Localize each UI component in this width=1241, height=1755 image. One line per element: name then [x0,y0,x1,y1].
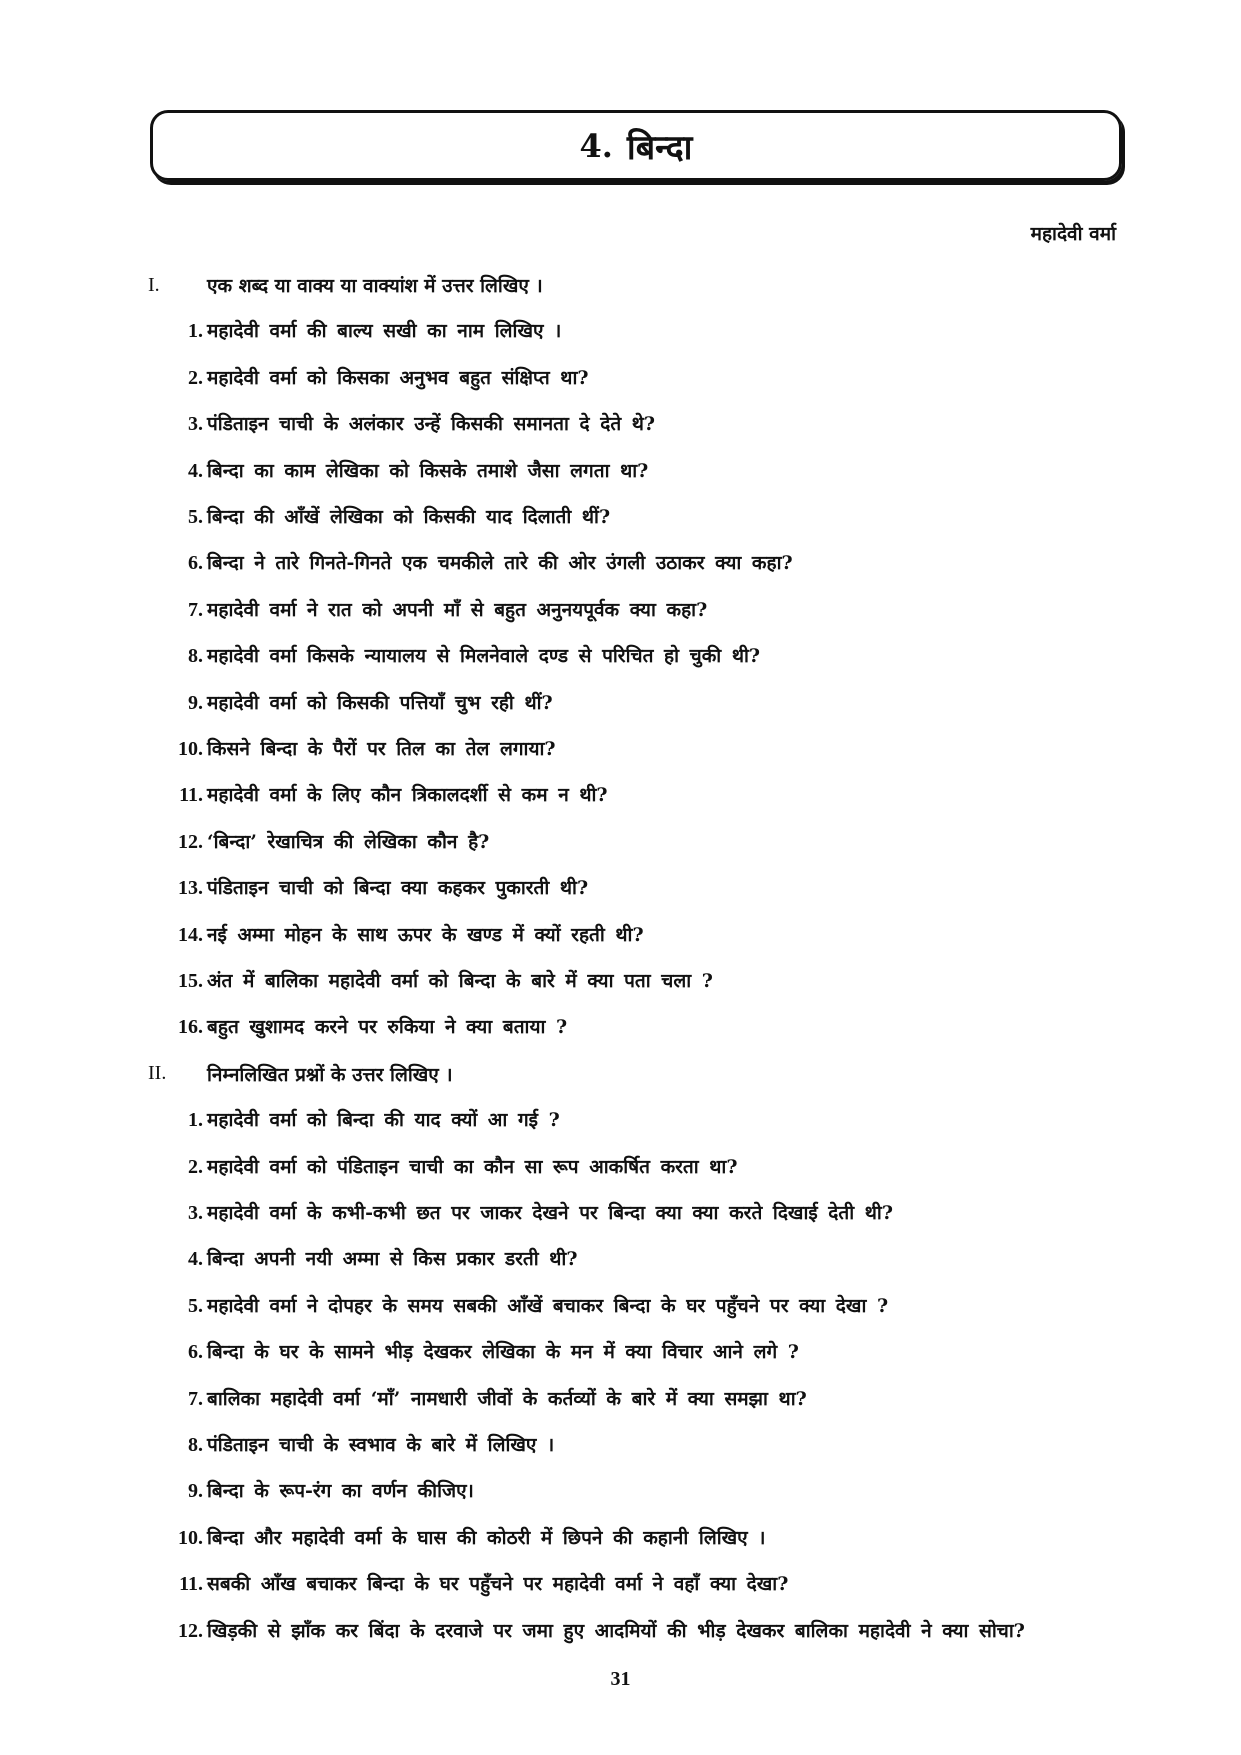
section-heading: एक शब्द या वाक्य या वाक्यांश में उत्तर लिखिए । [207,275,543,297]
question-text: बिन्दा के घर के सामने भीड़ देखकर लेखिका के मन में क्या विचार आने लगे ? [207,1341,799,1364]
section-heading-row [0,262,1241,308]
question-text: अंत में बालिका महादेवी वर्मा को बिन्दा के बारे में क्या पता चला ? [207,970,713,992]
question-item [0,448,1241,494]
question-number: 1. [188,320,203,343]
question-item [0,1004,1241,1050]
question-number: 5. [188,506,203,528]
question-item [0,540,1241,586]
question-item [0,633,1241,679]
question-number: 9. [188,691,203,714]
question-item [0,1422,1241,1468]
question-item [0,772,1241,818]
question-number: 10. [178,738,203,760]
question-text: बिन्दा का काम लेखिका को किसके तमाशे जैसा लगता था? [207,459,649,482]
author-name: महादेवी वर्मा [1030,223,1116,245]
question-number: 2. [188,366,203,389]
question-number: 7. [188,598,203,621]
question-number: 6. [188,552,203,575]
question-number: 5. [188,1294,203,1317]
question-number: 12. [178,830,203,853]
question-item [0,494,1241,540]
question-text: महादेवी वर्मा को बिन्दा की याद क्यों आ गई ? [207,1109,560,1132]
question-number: 12. [178,1619,203,1642]
question-text: ‘बिन्दा’ रेखाचित्र की लेखिका कौन है? [207,830,490,853]
question-text: महादेवी वर्मा ने रात को अपनी माँ से बहुत अनुनयपूर्वक क्या कहा? [207,598,708,621]
question-text: बिन्दा अपनी नयी अम्मा से किस प्रकार डरती थी? [207,1248,578,1271]
question-item [0,680,1241,726]
question-item [0,1468,1241,1514]
page-number: 31 [610,1668,631,1690]
section-roman-numeral: I. [148,273,160,296]
question-text: महादेवी वर्मा की बाल्य सखी का नाम लिखिए । [207,320,562,343]
question-number: 2. [188,1155,203,1178]
question-item [0,1283,1241,1329]
question-text: सबकी आँख बचाकर बिन्दा के घर पहुँचने पर महादेवी वर्मा ने वहाँ क्या देखा? [207,1573,789,1596]
question-text: खिड़की से झाँक कर बिंदा के दरवाजे पर जमा हुए आदमियों की भीड़ देखकर बालिका महादेवी ने क्या सोचा? [207,1619,1025,1642]
question-item [0,1515,1241,1561]
question-text: बिन्दा के रूप-रंग का वर्णन कीजिए। [207,1480,474,1503]
question-text: पंडिताइन चाची के स्वभाव के बारे में लिखिए । [207,1434,555,1456]
question-item [0,1561,1241,1607]
question-item [0,726,1241,772]
question-item [0,819,1241,865]
section-heading-row [0,1051,1241,1097]
chapter-title-box [150,110,1122,181]
question-number: 4. [188,459,203,482]
question-number: 16. [178,1016,203,1039]
question-text: बहुत खुशामद करने पर रुकिया ने क्या बताया ? [207,1016,568,1039]
question-item [0,1190,1241,1236]
question-number: 10. [178,1526,203,1549]
question-text: बिन्दा और महादेवी वर्मा के घास की कोठरी में छिपने की कहानी लिखिए । [207,1526,766,1549]
question-item [0,1376,1241,1422]
question-item [0,401,1241,447]
question-number: 7. [188,1387,203,1410]
question-number: 3. [188,413,203,436]
question-number: 1. [188,1109,203,1132]
question-number: 11. [179,784,203,807]
question-number: 8. [188,645,203,668]
question-item [0,1329,1241,1375]
chapter-number: 4. [579,126,613,165]
question-text: महादेवी वर्मा को पंडिताइन चाची का कौन सा रूप आकर्षित करता था? [207,1155,738,1178]
question-text: किसने बिन्दा के पैरों पर तिल का तेल लगाया? [207,738,556,760]
question-text: नई अम्मा मोहन के साथ ऊपर के खण्ड में क्यों रहती थी? [207,923,644,946]
question-item [0,1144,1241,1190]
question-item [0,355,1241,401]
question-text: बिन्दा ने तारे गिनते-गिनते एक चमकीले तारे की ओर उंगली उठाकर क्या कहा? [207,552,793,575]
question-number: 4. [188,1248,203,1271]
question-number: 8. [188,1434,203,1456]
question-text: बिन्दा की आँखें लेखिका को किसकी याद दिलाती थीं? [207,506,611,528]
question-item [0,1097,1241,1143]
section-roman-numeral: II. [148,1062,167,1085]
chapter-title: बिन्दा [626,127,693,168]
question-item [0,308,1241,354]
question-number: 9. [188,1480,203,1503]
question-number: 11. [179,1573,203,1596]
question-text: पंडिताइन चाची के अलंकार उन्हें किसकी समानता दे देते थे? [207,413,656,436]
question-text: महादेवी वर्मा को किसका अनुभव बहुत संक्षिप्त था? [207,366,589,389]
question-item [0,587,1241,633]
question-text: महादेवी वर्मा ने दोपहर के समय सबकी आँखें बचाकर बिन्दा के घर पहुँचने पर क्या देखा ? [207,1294,889,1317]
question-number: 6. [188,1341,203,1364]
question-text: पंडिताइन चाची को बिन्दा क्या कहकर पुकारती थी? [207,877,589,900]
question-text: महादेवी वर्मा को किसकी पत्तियाँ चुभ रही थीं? [207,691,553,714]
question-number: 15. [178,970,203,992]
question-text: महादेवी वर्मा के लिए कौन त्रिकालदर्शी से कम न थी? [207,784,608,807]
question-item [0,912,1241,958]
question-text: महादेवी वर्मा के कभी-कभी छत पर जाकर देखने पर बिन्दा क्या क्या करते दिखाई देती थी? [207,1202,893,1224]
section-heading: निम्नलिखित प्रश्नों के उत्तर लिखिए । [207,1063,453,1086]
question-item [0,958,1241,1004]
question-text: महादेवी वर्मा किसके न्यायालय से मिलनेवाले दण्ड से परिचित हो चुकी थी? [207,645,761,668]
question-number: 13. [178,877,203,900]
question-item [0,1236,1241,1282]
question-number: 14. [178,923,203,946]
question-text: बालिका महादेवी वर्मा ‘माँ’ नामधारी जीवों के कर्तव्यों के बारे में क्या समझा था? [207,1387,807,1410]
question-number: 3. [188,1202,203,1224]
question-item [0,865,1241,911]
